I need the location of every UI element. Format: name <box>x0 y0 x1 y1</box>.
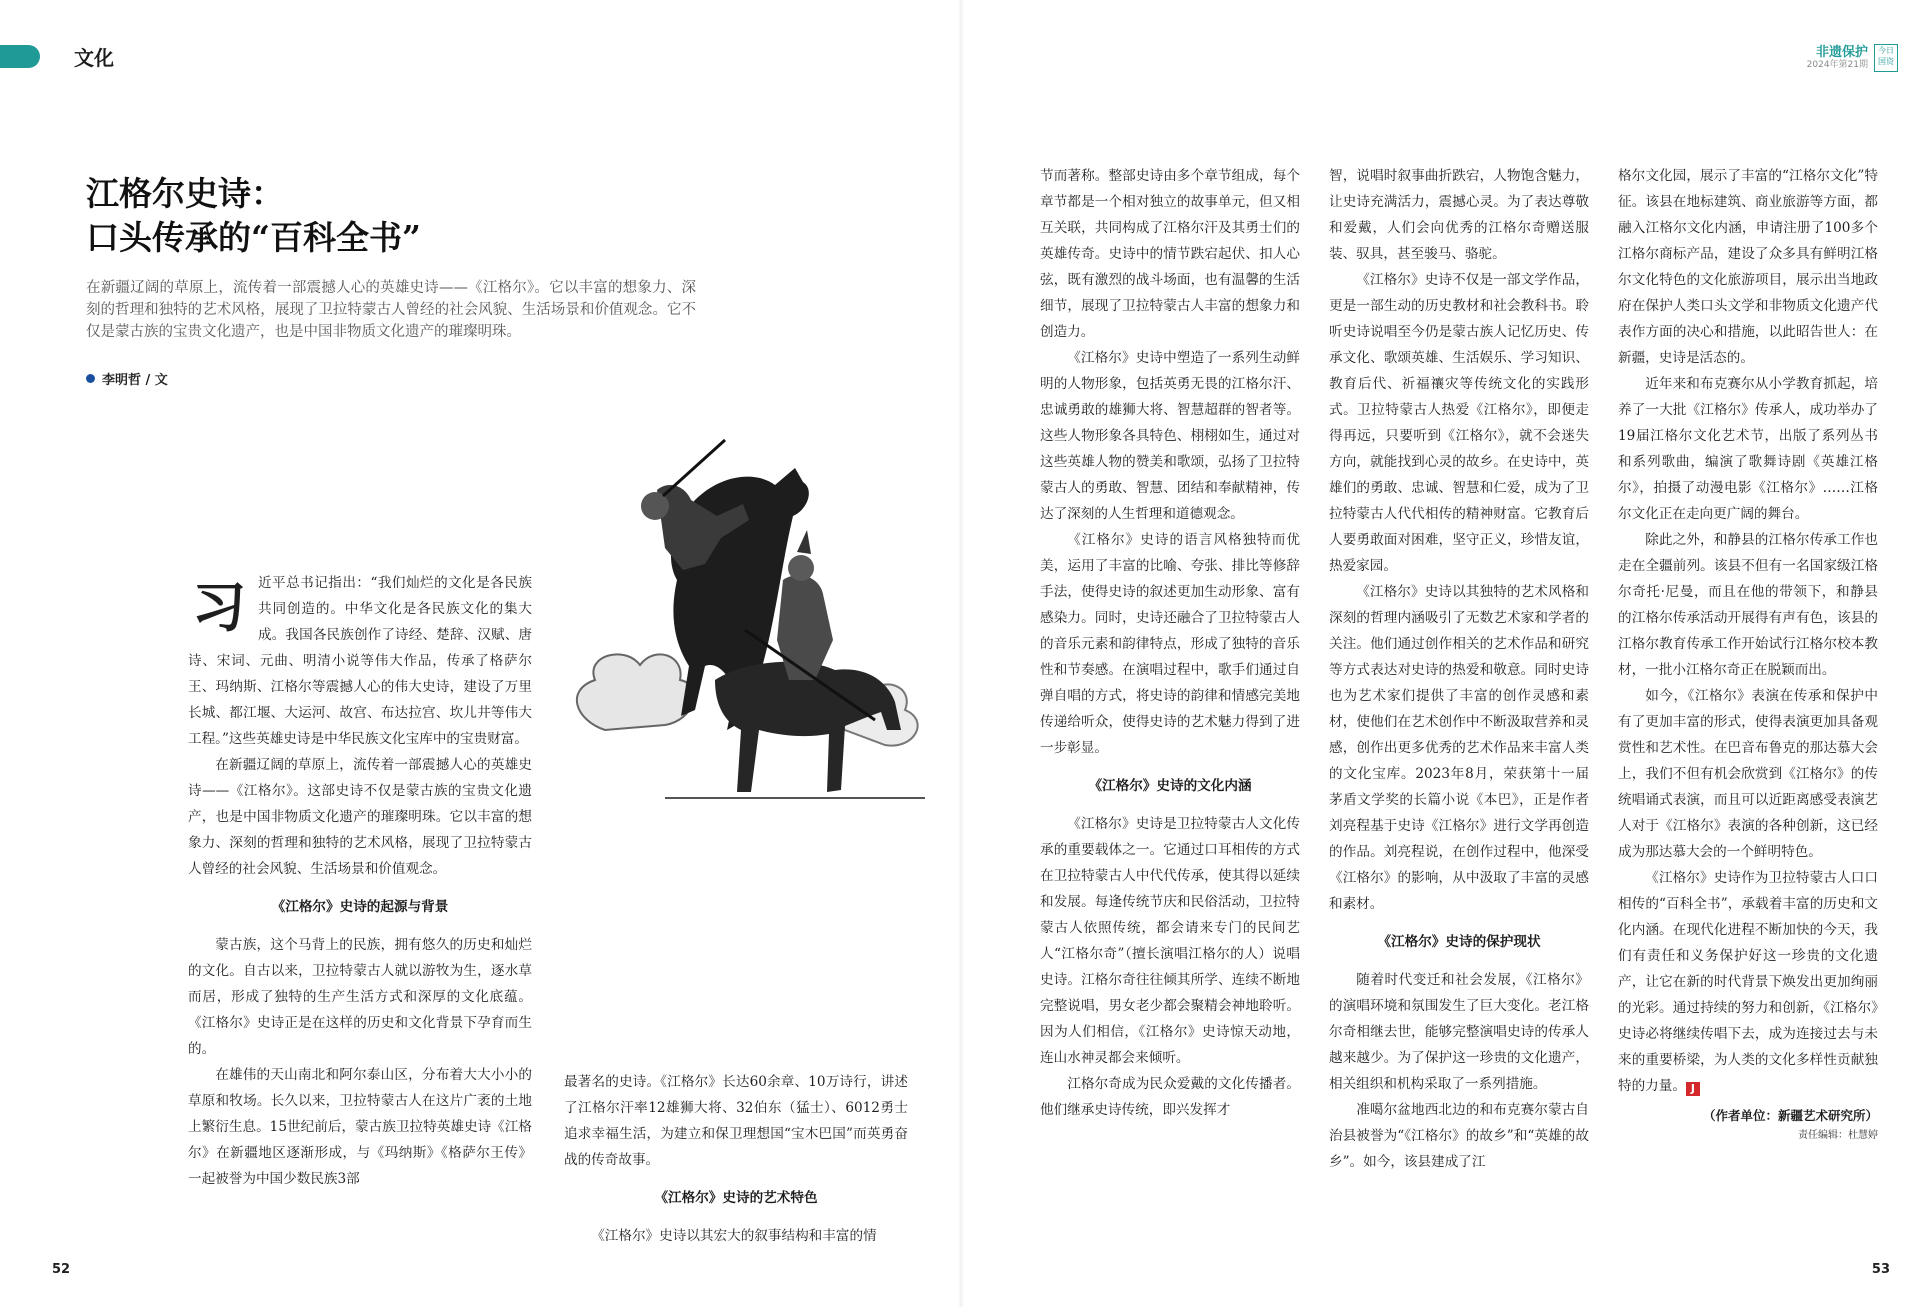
paragraph: 《江格尔》史诗的语言风格独特而优美，运用了丰富的比喻、夸张、排比等修辞手法，使得史诗的叙述更加生动形象、富有感染力。同时，史诗还融合了卫拉特蒙古人的音乐元素和韵律特点，形成了独特的音乐性和节奏感。在演唱过程中，歌手们通过自弹自唱的方式，将史诗的韵律和情感完美地传递给听众，使得史诗的艺术魅力得到了进一步彰显。 <box>1040 532 1300 756</box>
paragraph: 准噶尔盆地西北边的和布克赛尔蒙古自治县被誉为“《江格尔》的故乡”和“英雄的故乡”。如今，该县建成了江 <box>1329 1102 1589 1170</box>
page-number-left: 52 <box>52 1262 71 1277</box>
paragraph: 《江格尔》史诗以其独特的艺术风格和深刻的哲理内涵吸引了无数艺术家和学者的关注。他们通过创作相关的艺术作品和研究等方式表达对史诗的热爱和敬意。同时史诗也为艺术家们提供了丰富的创作灵感和素材，使他们在艺术创作中不断汲取营养和灵感，创作出更多优秀的艺术作品来丰富人类的文化宝库。2023年8月，荣获第十一届茅盾文学奖的长篇小说《本巴》，正是作者刘亮程基于史诗《江格尔》进行文学再创造的作品。刘亮程说，在创作过程中，他深受《江格尔》的影响，从中汲取了丰富的灵感和素材。 <box>1329 584 1589 912</box>
paragraph: 《江格尔》史诗是卫拉特蒙古人文化传承的重要载体之一。它通过口耳相传的方式在卫拉特蒙古人中代代传承，使其得以延续和发展。每逢传统节庆和民俗活动，卫拉特蒙古人依照传统，都会请来专门的民间艺人“江格尔奇”（擅长演唱江格尔的人）说唱史诗。江格尔奇往往倾其所学、连续不断地完整说唱，男女老少都会聚精会神地聆听。因为人们相信，《江格尔》史诗惊天动地，连山水神灵都会来倾听。 <box>1040 816 1300 1066</box>
author: 李明哲 / 文 <box>102 373 168 388</box>
paragraph: 在新疆辽阔的草原上，流传着一部震撼人心的英雄史诗——《江格尔》。这部史诗不仅是蒙古族的宝贵文化遗产，也是中国非物质文化遗产的璀璨明珠。它以丰富的想象力、深刻的哲理和独特的艺术风格，展现了卫拉特蒙古人曾经的社会风貌、生活场景和价值观念。 <box>188 757 532 877</box>
paragraph-continued: 节而著称。整部史诗由多个章节组成，每个章节都是一个相对独立的故事单元，但又相互关联，共同构成了江格尔汗及其勇士们的英雄传奇。史诗中的情节跌宕起伏、扣人心弦，既有激烈的战斗场面，也有温馨的生活细节，展现了卫拉特蒙古人丰富的想象力和创造力。 <box>1040 168 1300 340</box>
paragraph: 《江格尔》史诗中塑造了一系列生动鲜明的人物形象，包括英勇无畏的江格尔汗、忠诚勇敢的雄狮大将、智慧超群的智者等。这些人物形象各具特色、栩栩如生，通过对这些英雄人物的赞美和歌颂，弘扬了卫拉特蒙古人的勇敢、智慧、团结和奉献精神，传达了深刻的人生哲理和道德观念。 <box>1040 350 1300 522</box>
masthead-brand: 非遗保护 <box>1815 44 1868 60</box>
magazine-logo-icon: 今日国资 <box>1874 44 1898 72</box>
subheading-art: 《江格尔》史诗的艺术特色 <box>654 1190 818 1206</box>
page-number-right: 53 <box>1871 1262 1890 1277</box>
masthead <box>1807 44 1898 72</box>
column-2 <box>564 1069 908 1249</box>
mounted-warriors-illustration <box>545 430 965 820</box>
subheading-culture: 《江格尔》史诗的文化内涵 <box>1088 778 1252 794</box>
opening-paragraph: 习近平总书记指出：“我们灿烂的文化是各民族共同创造的。中华文化是各民族文化的集大成。我国各民族创作了诗经、楚辞、汉赋、唐诗、宋词、元曲、明清小说等伟大作品，传承了格萨尔王、玛纳斯、江格尔等震撼人心的伟大史诗，建设了万里长城、都江堰、大运河、故宫、布达拉宫、坎儿井等伟大工程。”这些英雄史诗是中华民族文化宝库中的宝贵财富。 <box>188 575 532 747</box>
column-3 <box>1040 163 1300 1123</box>
paragraph: 在雄伟的天山南北和阿尔泰山区，分布着大大小小的草原和牧场。长久以来，卫拉特蒙古人在这片广袤的土地上繁衍生息。15世纪前后，蒙古族卫拉特英雄史诗《江格尔》在新疆地区逐渐形成，与《玛纳斯》《格萨尔王传》一起被誉为中国少数民族3部 <box>188 1067 532 1187</box>
paragraph: 蒙古族，这个马背上的民族，拥有悠久的历史和灿烂的文化。自古以来，卫拉特蒙古人就以游牧为生，逐水草而居，形成了独特的生产生活方式和深厚的文化底蕴。《江格尔》史诗正是在这样的历史和文化背景下孕育而生的。 <box>188 937 532 1057</box>
article-title <box>86 172 421 260</box>
author-affiliation: （作者单位：新疆艺术研究所） <box>1702 1108 1878 1123</box>
byline-bullet-icon <box>86 374 95 383</box>
title-line-1: 江格尔史诗： <box>86 174 284 213</box>
final-paragraph: 《江格尔》史诗作为卫拉特蒙古人口口相传的“百科全书”，承载着丰富的历史和文化内涵。在现代化进程不断加快的今天，我们有责任和义务保护好这一珍贵的文化遗产，让它在新的时代背景下焕发出更加绚丽的光彩。通过持续的努力和创新，《江格尔》史诗必将继续传唱下去，成为连接过去与未来的重要桥梁，为人类的文化多样性贡献独特的力量。 J <box>1618 870 1878 1095</box>
section-tab-marker <box>0 45 40 68</box>
byline <box>86 369 168 388</box>
paragraph: 近年来和布克赛尔从小学教育抓起，培养了一大批《江格尔》传承人，成功举办了19届江格尔文化艺术节，出版了系列丛书和系列歌曲，编演了歌舞诗剧《英雄江格尔》，拍摄了动漫电影《江格尔》……江格尔文化正在走向更广阔的舞台。 <box>1618 376 1878 522</box>
article-lede: 在新疆辽阔的草原上，流传着一部震撼人心的英雄史诗——《江格尔》。它以丰富的想象力、深刻的哲理和独特的艺术风格，展现了卫拉特蒙古人曾经的社会风貌、生活场景和价值观念。它不仅是蒙古族的宝贵文化遗产，也是中国非物质文化遗产的璀璨明珠。 <box>86 280 696 340</box>
subheading-protection: 《江格尔》史诗的保护现状 <box>1377 934 1541 950</box>
drop-cap: 习 <box>192 575 246 639</box>
title-line-2: 口头传承的“百科全书” <box>86 218 421 257</box>
column-1 <box>188 570 532 1192</box>
paragraph-continued: 格尔文化园，展示了丰富的“江格尔文化”特征。该县在地标建筑、商业旅游等方面，都融入江格尔文化内涵，申请注册了100多个江格尔商标产品，建设了众多具有鲜明江格尔文化特色的文化旅游项目，展示出当地政府在保护人类口头文学和非物质文化遗产代表作方面的决心和措施，以此昭告世人：在新疆，史诗是活态的。 <box>1618 168 1878 366</box>
paragraph: 《江格尔》史诗以其宏大的叙事结构和丰富的情 <box>591 1228 877 1244</box>
paragraph: 《江格尔》史诗不仅是一部文学作品，更是一部生动的历史教材和社会教科书。聆听史诗说唱至今仍是蒙古族人记忆历史、传承文化、歌颂英雄、生活娱乐、学习知识、教育后代、祈福禳灾等传统文化的实践形式。卫拉特蒙古人热爱《江格尔》，即便走得再远，只要听到《江格尔》，就不会迷失方向，就能找到心灵的故乡。在史诗中，英雄们的勇敢、忠诚、智慧和仁爱，成为了卫拉特蒙古人代代相传的精神财富。它教育后人要勇敢面对困难，坚守正义，珍惜友谊，热爱家园。 <box>1329 272 1589 574</box>
subheading-origin: 《江格尔》史诗的起源与背景 <box>271 899 449 915</box>
paragraph: 如今，《江格尔》表演在传承和保护中有了更加丰富的形式，使得表演更加具备观赏性和艺术性。在巴音布鲁克的那达慕大会上，我们不但有机会欣赏到《江格尔》的传统唱诵式表演，而且可以近距离感受表演艺人对于《江格尔》表演的各种创新，这已经成为那达慕大会的一个鲜明特色。 <box>1618 688 1878 860</box>
column-5 <box>1618 163 1878 1143</box>
masthead-issue: 2024年第21期 <box>1806 59 1868 70</box>
spine-shadow <box>958 0 964 1307</box>
section-label: 文化 <box>74 46 114 70</box>
paragraph: 随着时代变迁和社会发展，《江格尔》的演唱环境和氛围发生了巨大变化。老江格尔奇相继去世，能够完整演唱史诗的传承人越来越少。为了保护这一珍贵的文化遗产，相关组织和机构采取了一系列措施。 <box>1329 972 1589 1092</box>
end-mark-icon: J <box>1686 1082 1700 1096</box>
column-4 <box>1329 163 1589 1175</box>
paragraph-continued: 最著名的史诗。《江格尔》长达60余章、10万诗行，讲述了江格尔汗率12雄狮大将、32伯东（猛士）、6012勇士追求幸福生活，为建立和保卫理想国“宝木巴国”而英勇奋战的传奇故事。 <box>564 1074 908 1168</box>
responsible-editor: 责任编辑：杜慧婷 <box>1798 1130 1878 1141</box>
paragraph: 江格尔奇成为民众爱戴的文化传播者。他们继承史诗传统，即兴发挥才 <box>1040 1076 1300 1118</box>
paragraph: 除此之外，和静县的江格尔传承工作也走在全疆前列。该县不但有一名国家级江格尔奇托·尼曼，而且在他的带领下，和静县的江格尔传承活动开展得有声有色，该县的江格尔教育传承工作开始试行江格尔校本教材，一批小江格尔奇正在脱颖而出。 <box>1618 532 1878 678</box>
paragraph-continued: 智，说唱时叙事曲折跌宕，人物饱含魅力，让史诗充满活力，震撼心灵。为了表达尊敬和爱戴，人们会向优秀的江格尔奇赠送服装、驭具，甚至骏马、骆驼。 <box>1329 168 1589 262</box>
